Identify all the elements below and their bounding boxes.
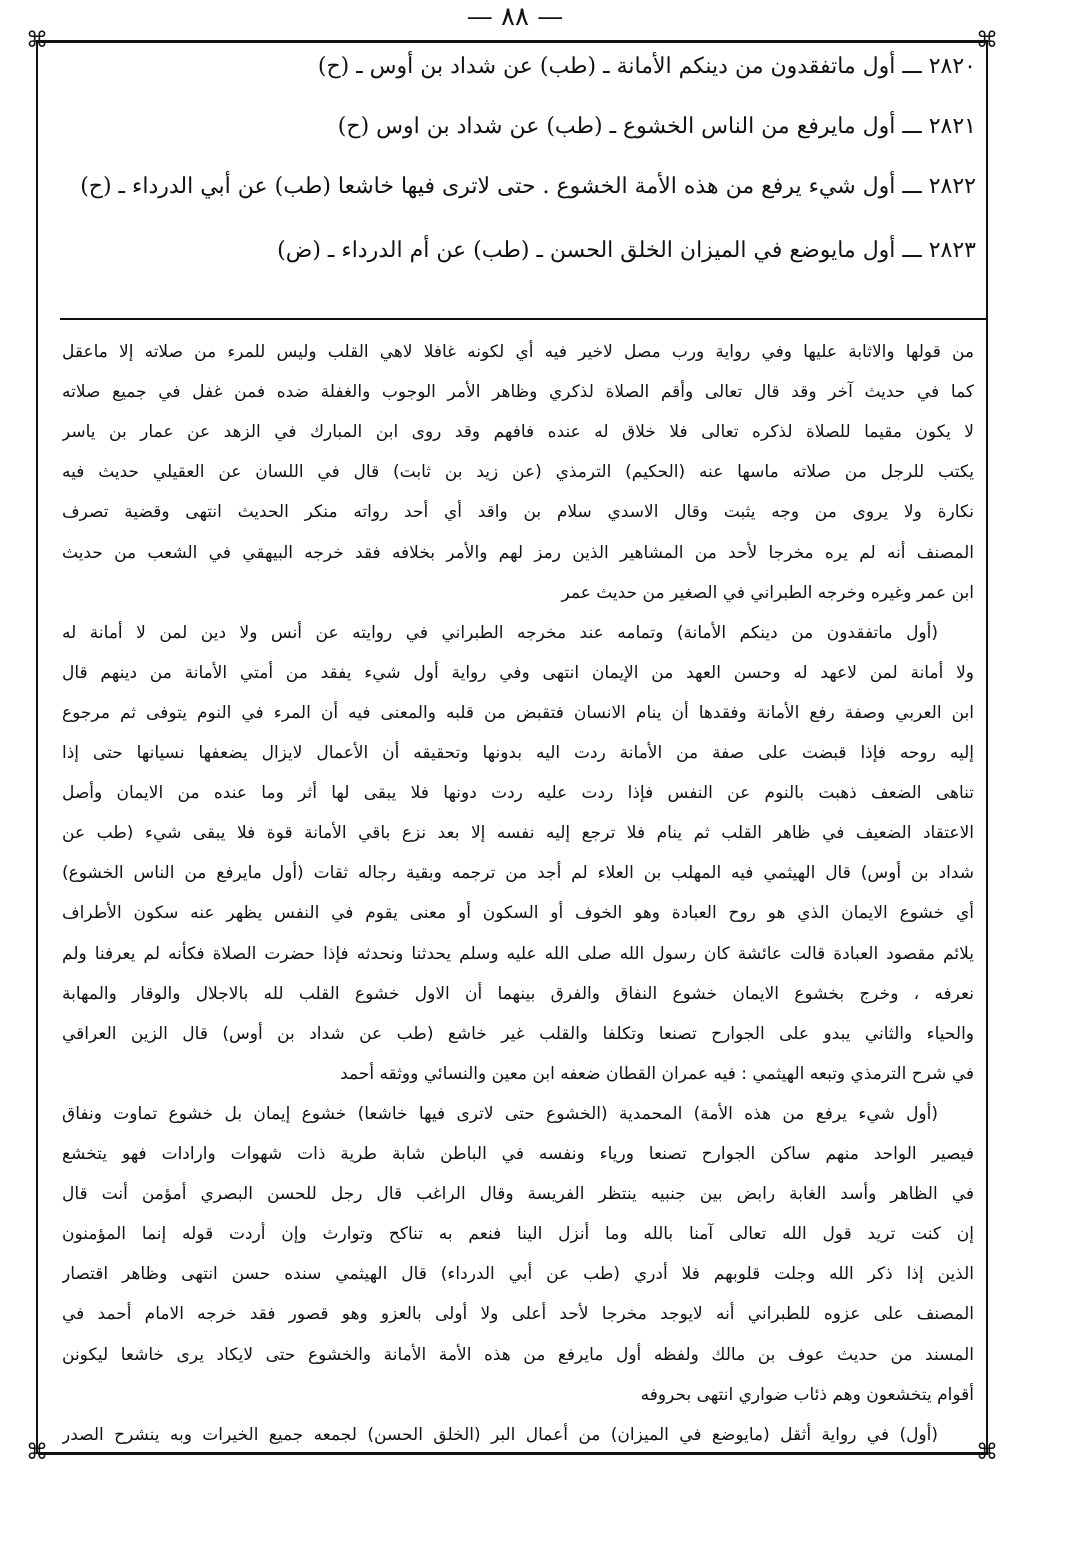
commentary-line: ابن عمر وغيره وخرجه الطبراني في الصغير من حديث عمر	[561, 582, 974, 603]
frame-left-rule	[36, 40, 38, 1454]
commentary-line: أقوام يتخشعون وهم ذئاب ضواري انتهى بحروفه	[640, 1384, 974, 1405]
commentary-line: نعرفه ، وخرج بخشوع الايمان خشوع النفاق والفرق بينهما أن الاول خشوع القلب لله بالاجلال والوقار والمهابة	[62, 983, 974, 1004]
commentary-line: في شرح الترمذي وتبعه الهيثمي : فيه عمران القطان ضعفه ابن معين والنسائي ووثقه أحمد	[340, 1063, 974, 1084]
hadith-entry: ٢٨٢٠ ـــ أول ماتفقدون من دينكم الأمانة ـ (طب) عن شداد بن أوس ـ (ح)	[317, 54, 976, 79]
corner-ornament-icon: ⌘	[976, 28, 998, 53]
hadith-entry: ٢٨٢٢ ـــ أول شيء يرفع من هذه الأمة الخشوع . حتى لاترى فيها خاشعا (طب) عن أبي الدرداء ـ (ح)	[80, 174, 976, 199]
commentary-line: يلائم مقصود العبادة قالت عائشة كان رسول الله صلى الله عليه وسلم يحدثنا ونحدثه فإذا حضرت الصلاة فكأنه لم يعرفنا ولم	[62, 943, 974, 964]
corner-ornament-icon: ⌘	[976, 1440, 998, 1465]
commentary-line: ابن العربي وصفة رفع الأمانة وفقدها أن ينام الانسان فتقبض من قلبه والمعنى فيه أن المرء في النوم يتوفى ثم مرجوع	[62, 702, 974, 723]
hadith-entry: ٢٨٢٣ ـــ أول مايوضع في الميزان الخلق الحسن ـ (طب) عن أم الدرداء ـ (ض)	[277, 238, 976, 263]
page-number: — ٨٨ —	[466, 2, 564, 32]
commentary-line: المصنف على عزوه للطبراني أنه لايوجد مخرجا لأحد أعلى ولا أولى بالعزو وهو قصور فقد خرجه الامام أحمد في	[62, 1304, 974, 1325]
commentary-line: فيصير الواحد منهم ساكن الجوارح تصنعا ورياء ونفسه في الباطن شابة طرية ذات شهوات وارادات فهو يتخشع	[62, 1144, 974, 1164]
commentary-line: أي خشوع الايمان الذي هو روح العبادة وهو الخوف أو السكون أو معنى يقوم في النفس يظهر عنه سكون الأطراف	[62, 903, 974, 924]
frame-top-rule	[38, 40, 988, 43]
commentary-line: (أول) في رواية أثقل (مايوضع في الميزان) من أعمال البر (الخلق الحسن) لجمعه جميع الخيرات وبه ينشرح الصدر	[62, 1424, 938, 1445]
commentary-line: من قولها والاثابة عليها وفي رواية ورب مصل لاخير فيه أي لكونه غافلا لاهي القلب وليس للمرء من صلاته إلا ماعقل	[62, 342, 974, 362]
commentary-line: الذين إذا ذكر الله وجلت قلوبهم فلا أدري (طب عن أبي الدرداء) قال الهيثمي سنده حسن انتهى وظاهر اقتصار	[62, 1264, 974, 1285]
commentary-line: المسند من حديث عوف بن مالك ولفظه أول مايرفع من هذه الأمة الأمانة والخشوع حتى لايكاد يرى خاشعا ليكونن	[62, 1344, 974, 1365]
commentary-line: كما في حديث آخر وقد قال تعالى وأقم الصلاة لذكري وظاهر الأمر الوجوب والغفلة ضده فمن غفل في جميع صلاته	[62, 382, 974, 403]
commentary-line: تناهى الضعف ذهبت بالنوم عن النفس فإذا ردت عليه ردت دونها فلا يبقى لها أثر وما عنده من الايمان وأصل	[62, 783, 974, 804]
frame-right-rule	[986, 40, 988, 1454]
commentary-line: (أول شيء يرفع من هذه الأمة) المحمدية (الخشوع حتى لاترى فيها خاشعا) خشوع إيمان بل خشوع تماوت ونفاق	[62, 1103, 938, 1124]
commentary-line: المصنف أنه لم يره مخرجا لأحد من المشاهير الذين رمز لهم والأمر بخلافه فقد خرجه البيهقي في الشعب من حديث	[62, 542, 974, 563]
commentary-line: نكارة ولا يروى من وجه يثبت وقال الاسدي سلام بن واقد أي أحد رواته منكر الحديث انتهى وقضية تصرف	[62, 502, 974, 523]
corner-ornament-icon: ⌘	[26, 1440, 48, 1465]
commentary-line: يكتب للرجل من صلاته ماسها عنه (الحكيم) الترمذي (عن زيد بن ثابت) قال في اللسان عن العقيلي حديث فيه	[62, 462, 974, 483]
commentary-line: (أول ماتفقدون من دينكم الأمانة) وتمامه عند مخرجه الطبراني في روايته عن أنس ولا دين لمن لا أمانة له	[62, 622, 938, 643]
commentary-line: والحياء والثاني يبدو على الجوارح تصنعا وتكلفا والقلب غير خاشع (طب عن شداد بن أوس) قال الزين العراقي	[62, 1023, 974, 1044]
commentary-line: شداد بن أوس) قال الهيثمي فيه المهلب بن العلاء لم أجد من ترجمه وبقية رجاله ثقات (أول مايرفع من الناس الخشوع)	[62, 863, 974, 884]
commentary-line: في الظاهر وأسد الغابة رابض بين جنبيه ينتظر الفريسة وقال الراغب قال رجل للحسن البصري أمؤمن أنت قال	[62, 1184, 974, 1205]
hadith-entry: ٢٨٢١ ـــ أول مايرفع من الناس الخشوع ـ (طب) عن شداد بن اوس (ح)	[337, 114, 976, 139]
commentary-line: إن كنت تريد قول الله تعالى آمنا بالله وما أنزل الينا فنعم به تناكح وتوارث وإن أردت قوله إنما المؤمنون	[62, 1224, 974, 1245]
commentary-line: لا يكون مقيما للصلاة لذكره تعالى فلا خلاق له عنده فافهم وقد روى ابن المبارك في الزهد عن عمار بن ياسر	[62, 422, 974, 443]
separator-rule	[60, 318, 986, 320]
commentary-line: ولا أمانة لمن لاعهد له وحسن العهد من الإيمان انتهى وفي رواية أول شيء يفقد من أمتي الأمانة من دينهم قال	[62, 662, 974, 683]
corner-ornament-icon: ⌘	[26, 28, 48, 53]
commentary-line: إليه روحه فإذا قبضت على صفة من الأمانة ردت اليه بدونها وتحقيقه أن الأعمال لايزال يضعفها نسيانها حتى إذا	[62, 743, 974, 763]
commentary-line: الاعتقاد الضعيف في ظاهر القلب ثم ينام فلا ترجع إليه نفسه إلا بعد نزع باقي الأمانة قوة فلا يبقى شيء (طب عن	[62, 823, 974, 844]
